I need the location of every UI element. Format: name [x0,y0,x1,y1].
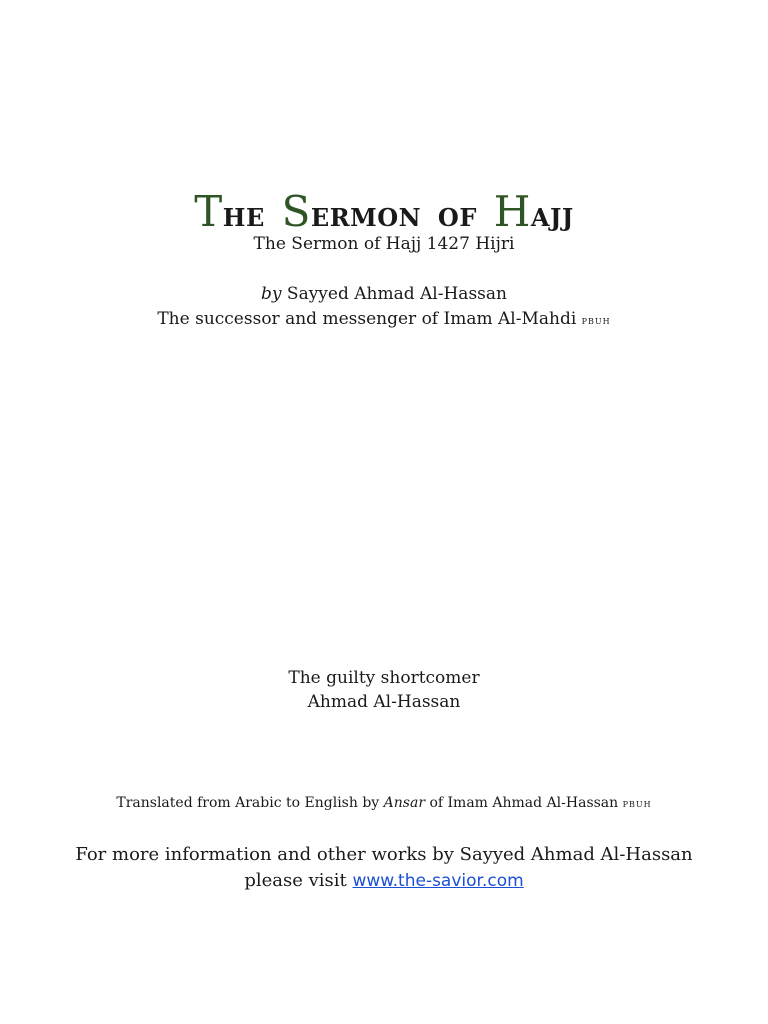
translation-suffix: of Imam Ahmad Al-Hassan [429,795,619,811]
translation-credit [0,792,768,814]
more-info-line2 [0,868,768,894]
title-word-rest: HE [222,203,265,232]
signoff [0,666,768,714]
title-initial: S [281,187,311,236]
title-word-rest: ERMON [310,203,422,232]
byline-by: by [261,284,282,304]
author-description [0,307,768,332]
title-initial: H [493,187,531,236]
translation-prefix: Translated from Arabic to English by [116,795,380,811]
signoff-line1: The guilty shortcomer [288,668,480,688]
more-info [0,842,768,894]
honorific: pbuh [622,796,652,810]
more-info-line1: For more information and other works by Sayyed Ahmad Al-Hassan [75,844,693,865]
signoff-line2: Ahmad Al-Hassan [307,692,461,712]
more-info-prefix: please visit [244,870,347,891]
title-word-rest: AJJ [530,203,574,232]
title-word-rest: OF [437,203,477,232]
author-description-text: The successor and messenger of Imam Al-Mahdi [157,309,577,329]
document-subtitle: The Sermon of Hajj 1427 Hijri [253,234,515,254]
honorific: pbuh [581,313,611,327]
translation-ansar: Ansar [383,795,426,811]
title-initial: T [194,187,223,236]
website-link[interactable]: www.the-savior.com [352,871,524,891]
author-byline [0,282,768,306]
author-name: Sayyed Ahmad Al-Hassan [286,284,507,304]
